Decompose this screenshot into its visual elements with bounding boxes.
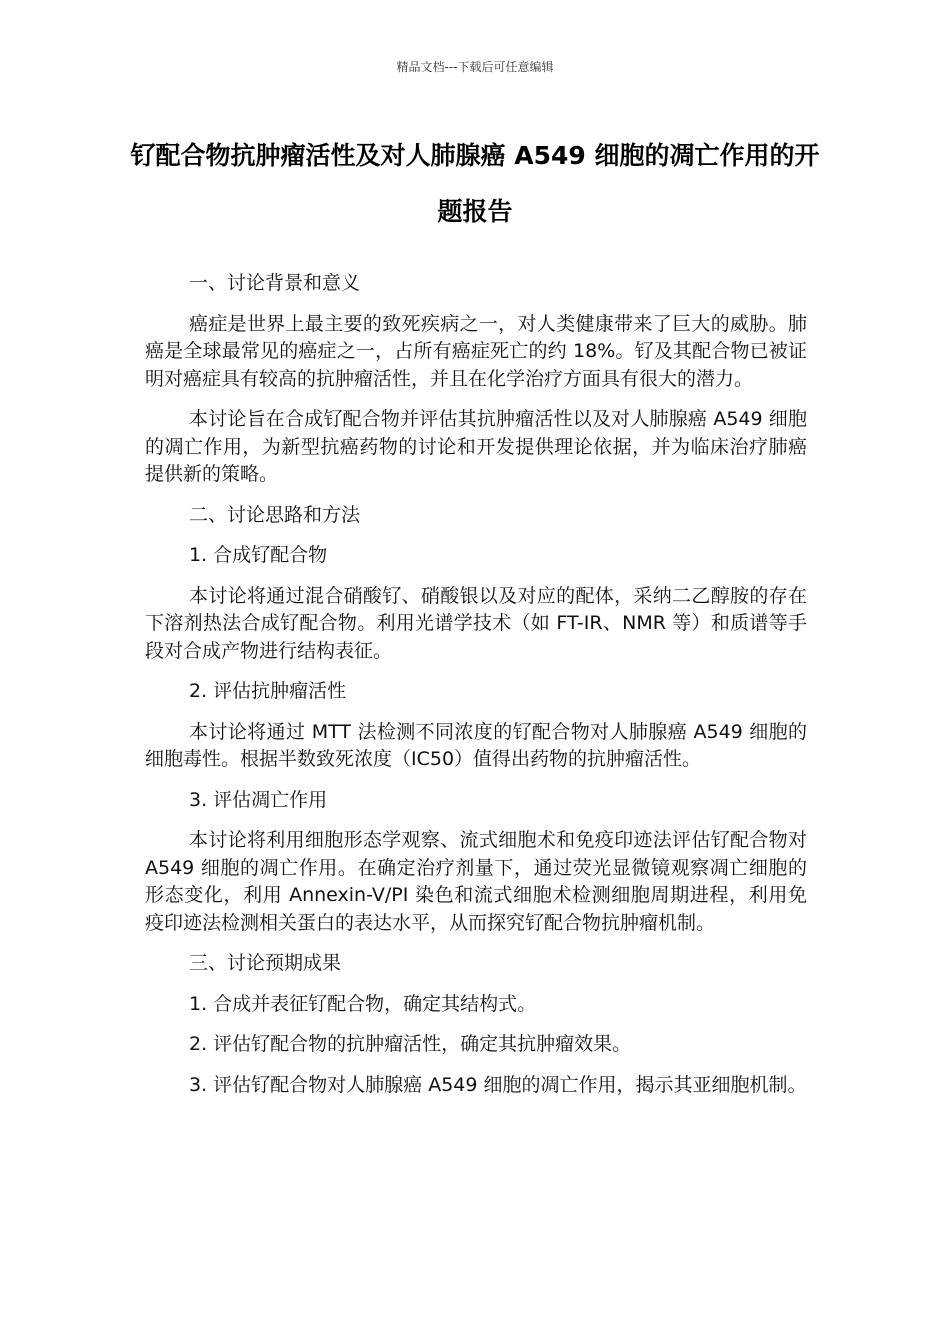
paragraph-apoptosis: 本讨论将利用细胞形态学观察、流式细胞术和免疫印迹法评估钌配合物对 A549 细胞的凋亡作用。在确定治疗剂量下，通过荧光显微镜观察凋亡细胞的形态变化，利用 Annexin-V/PI 染色和流式细胞术检测细胞周期进程，利用免疫印迹法检测相关蛋白的表达水平，从而探究钌配合物抗肿瘤机制。 xyxy=(145,829,807,934)
outcome-item-2: 2. 评估钌配合物的抗肿瘤活性，确定其抗肿瘤效果。 xyxy=(189,1033,632,1055)
section-heading-background: 一、讨论背景和意义 xyxy=(189,272,361,294)
subheading-antitumor: 2. 评估抗肿瘤活性 xyxy=(189,680,347,702)
section-heading-methods: 二、讨论思路和方法 xyxy=(189,503,361,526)
outcome-item-1: 1. 合成并表征钌配合物，确定其结构式。 xyxy=(189,992,537,1015)
paragraph-antitumor: 本讨论将通过 MTT 法检测不同浓度的钌配合物对人肺腺癌 A549 细胞的细胞毒性。根据半数致死浓度（IC50）值得出药物的抗肿瘤活性。 xyxy=(145,720,807,770)
section-heading-outcomes: 三、讨论预期成果 xyxy=(189,952,342,974)
subheading-apoptosis: 3. 评估凋亡作用 xyxy=(189,788,328,811)
header-note: 精品文档---下载后可任意编辑 xyxy=(396,60,554,74)
paragraph-purpose: 本讨论旨在合成钌配合物并评估其抗肿瘤活性以及对人肺腺癌 A549 细胞的凋亡作用，为新型抗癌药物的讨论和开发提供理论依据，并为临床治疗肺癌提供新的策略。 xyxy=(145,408,807,485)
subheading-synthesis: 1. 合成钌配合物 xyxy=(189,544,328,566)
document-title: 钌配合物抗肿瘤活性及对人肺腺癌 A549 细胞的凋亡作用的开题报告 xyxy=(130,141,820,226)
outcome-item-3: 3. 评估钌配合物对人肺腺癌 A549 细胞的凋亡作用，揭示其亚细胞机制。 xyxy=(189,1073,807,1096)
document-body xyxy=(145,270,807,1112)
paragraph-background: 癌症是世界上最主要的致死疾病之一，对人类健康带来了巨大的威胁。肺癌是全球最常见的癌症之一，占所有癌症死亡的约 18%。钌及其配合物已被证明对癌症具有较高的抗肿瘤活性，并且在化学治疗方面具有很大的潜力。 xyxy=(145,312,807,390)
paragraph-synthesis: 本讨论将通过混合硝酸钌、硝酸银以及对应的配体，采纳二乙醇胺的存在下溶剂热法合成钌配合物。利用光谱学技术（如 FT-IR、NMR 等）和质谱等手段对合成产物进行结构表征。 xyxy=(145,584,807,662)
